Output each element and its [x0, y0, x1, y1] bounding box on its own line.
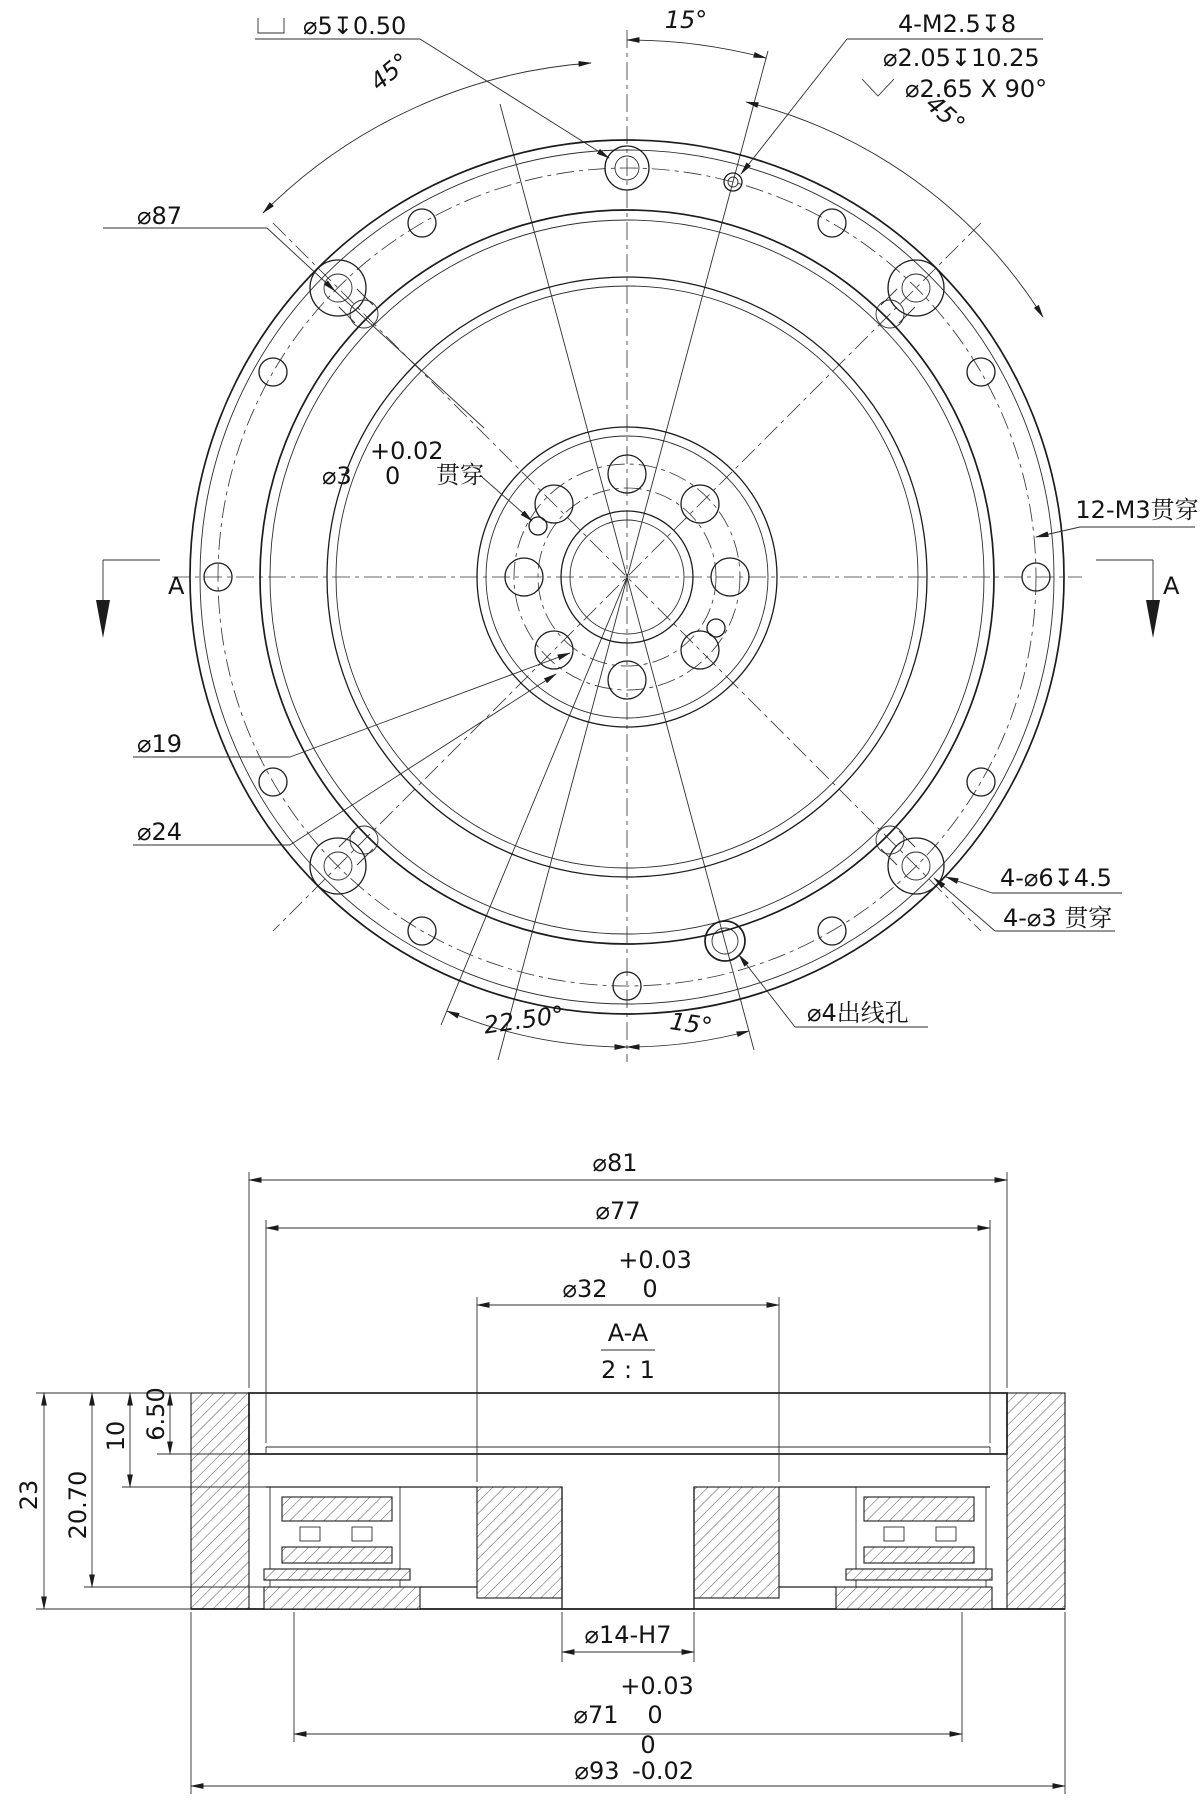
angle-45-right: 45°: [920, 89, 971, 139]
dim-d71-tol-lower: 0: [647, 1701, 663, 1729]
angle-15-top: 15°: [664, 6, 708, 34]
section-label-right: A: [1163, 572, 1180, 600]
thru3-note: 4-⌀3 贯穿: [1003, 904, 1113, 932]
dim-h23: 23: [15, 1479, 43, 1511]
dim-d77: ⌀77: [595, 1197, 641, 1225]
dim-d93-tol-upper: 0: [640, 1731, 656, 1759]
section-label-left: A: [168, 572, 185, 600]
dim-d93: ⌀93: [574, 1757, 620, 1785]
dim-d71-tol-upper: +0.03: [620, 1672, 694, 1700]
outer-ring-left: [191, 1393, 249, 1609]
angle-2250: 22.50°: [481, 1000, 566, 1040]
dim-d3-thru: 贯穿: [436, 461, 484, 489]
dim-d93-tol-lower: -0.02: [631, 1757, 695, 1785]
dim-d32-tol-lower: 0: [642, 1275, 658, 1303]
m3-note: 12-M3贯穿: [1075, 496, 1199, 524]
dim-h650: 6.50: [142, 1387, 170, 1441]
dim-d81: ⌀81: [592, 1149, 638, 1177]
dim-d32-tol-upper: +0.03: [618, 1246, 692, 1274]
dim-d3: ⌀3: [322, 462, 352, 490]
angle-45-left: 45°: [364, 47, 416, 97]
dim-d19: ⌀19: [137, 730, 182, 758]
counterbore6-note: 4-⌀6↧4.5: [1000, 864, 1112, 892]
dim-d32: ⌀32: [562, 1275, 608, 1303]
dim-d3-tol-lower: 0: [385, 462, 401, 490]
section-title: A-A: [607, 1319, 649, 1347]
countersink-note: ⌀2.65 X 90°: [905, 75, 1048, 103]
angle-15-bottom: 15°: [668, 1007, 715, 1041]
dim-d87: ⌀87: [137, 202, 182, 230]
outlet-note: ⌀4出线孔: [807, 999, 909, 1027]
dim-d24: ⌀24: [137, 818, 182, 846]
outer-ring-right: [1007, 1393, 1065, 1609]
dim-h2070: 20.70: [64, 1470, 92, 1540]
dim-h10: 10: [102, 1420, 130, 1452]
tap-note: 4-M2.5↧8: [898, 10, 1017, 38]
section-scale: 2 : 1: [601, 1356, 655, 1384]
dim-d71: ⌀71: [573, 1701, 619, 1729]
dim-d3-tol-upper: +0.02: [370, 437, 444, 465]
dim-d14: ⌀14-H7: [584, 1621, 672, 1649]
spotface-note: ⌀5↧0.50: [303, 12, 407, 40]
pilot-note: ⌀2.05↧10.25: [883, 44, 1040, 72]
